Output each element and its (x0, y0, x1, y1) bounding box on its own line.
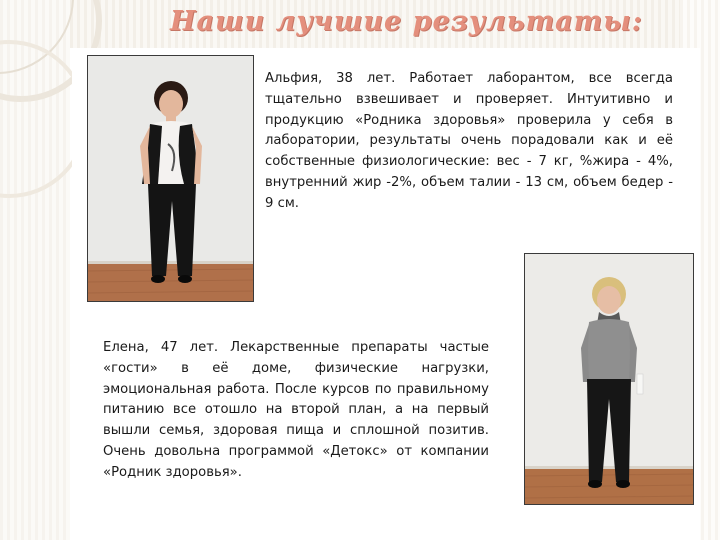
photo-alfiya (87, 55, 254, 302)
photo-elena (524, 253, 694, 505)
story-elena-text: Елена, 47 лет. Лекарственные препараты частые «гости» в её доме, физические нагрузки, эмоциональная работа. После курсов по правильному питанию все отошло на второй план, а на первый вышли семья, здоровая пища и сплошной позитив. Очень довольна программой «Детокс» от компании «Родник здоровья». (103, 340, 489, 480)
page-title: Наши лучшие результаты: (170, 6, 643, 37)
story-alfiya-text: Альфия, 38 лет. Работает лаборантом, все всегда тщательно взвешивает и проверяет. Интуитивно и продукцию «Родника здоровья» проверила у себя в лаборатории, результаты очень порадовали как и её собственные физиологические: вес - 7 кг, %жира - 4%, внутренний жир -2%, объем талии - 13 см, объем бедер - 9 см. (265, 71, 673, 211)
